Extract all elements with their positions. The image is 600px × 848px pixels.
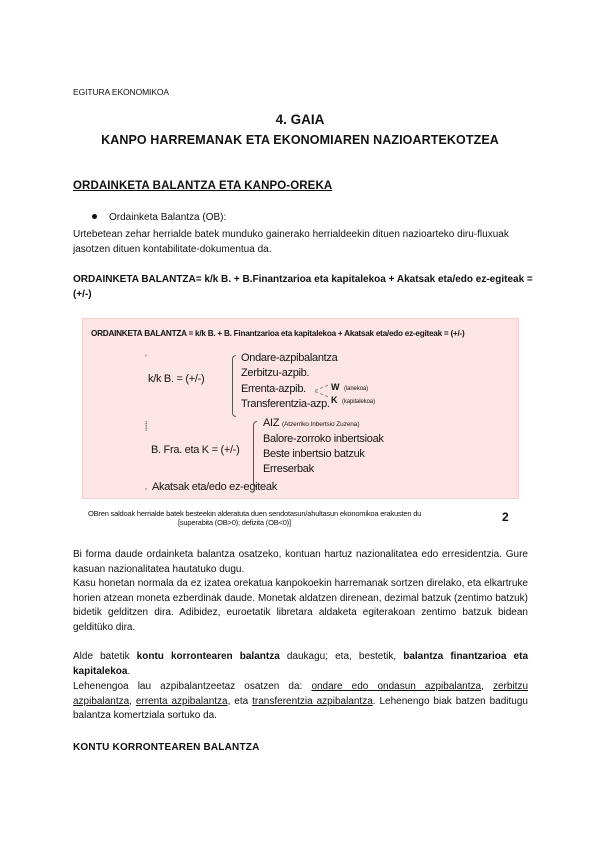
outer-brace-top-icon: ʻ: [145, 353, 147, 363]
outer-brace-mid-icon: ⸽: [145, 421, 148, 431]
errors-label: Akatsak eta/edo ez-egiteak: [152, 481, 277, 493]
errenta-split-k: K (kapitalekoa): [331, 395, 376, 405]
bfra-brace-icon: [253, 421, 257, 487]
diagram-caption-line2: [superabita (OB>0); defizita (OB<0)]: [178, 518, 291, 527]
paragraph-forms: Bi forma daude ordainketa balantza osatzeko, kontuan hartuz nazionalitatea edo erresidentzia. Gure kasuan nazionalitatea hautatuko dugu.: [73, 549, 528, 575]
connector-line: [315, 385, 328, 391]
bullet-text: Ordainketa Balantza (OB):: [109, 212, 227, 223]
kk-item: Errenta-azpib.: [241, 383, 306, 395]
chapter-title: KANPO HARREMANAK ETA EKONOMIAREN NAZIOARTEKOTZEA: [101, 133, 499, 147]
document-header: EGITURA EKONOMIKOA: [73, 87, 169, 97]
kk-item: Zerbitzu-azpib.: [241, 367, 310, 379]
paragraph-components: Alde batetik kontu korrontearen balantza daukagu; eta, bestetik, balantza finantzarioa eta kapitalekoa.: [73, 651, 529, 677]
bfra-balance-label: B. Fra. eta K = (+/-): [151, 444, 240, 456]
connector-line: [315, 391, 328, 397]
balance-formula: ORDAINKETA BALANTZA= k/k B. + B.Finantzarioa eta kapitalekoa + Akatsak eta/edo ez-egiteak = (+/-): [73, 274, 533, 300]
bullet-icon: [92, 214, 97, 219]
chapter-number: 4. GAIA: [275, 112, 325, 127]
slide-page-number: 2: [502, 510, 509, 524]
diagram-title: ORDAINKETA BALANTZA = k/k B. + B. Finantzarioa eta kapitalekoa + Akatsak eta/edo ez-egiteak = (+/-): [91, 329, 465, 338]
subheading-current-account: KONTU KORRONTEAREN BALANTZA: [73, 742, 260, 753]
kk-brace-icon: [232, 355, 236, 417]
definition-paragraph: Urtebetean zehar herrialde batek munduko gainerako herrialdeekin dituen nazioarteko diru-fluxuak jasotzen dituen kontabilitate-dokumentua da.: [73, 229, 509, 255]
errenta-split-w: W (lanekoa): [331, 382, 369, 392]
diagram-caption: OBren saldoak herrialde batek besteekin alderatuta duen sendotasun/ahultasun ekonomikoa erakusten du: [88, 509, 422, 518]
bfra-item: Erreserbak: [263, 463, 314, 475]
bfra-item: Beste inbertsio batzuk: [263, 448, 365, 460]
kk-item: Transferentzia-azp.: [241, 398, 330, 410]
balance-diagram: [82, 318, 519, 499]
section-title: ORDAINKETA BALANTZA ETA KANPO-OREKA: [73, 180, 333, 192]
kk-item: Ondare-azpibalantza: [241, 352, 338, 364]
kk-balance-label: k/k B. = (+/-): [148, 373, 205, 385]
bullet-item: [92, 212, 226, 223]
bfra-item: Balore-zorroko inbertsioak: [263, 433, 384, 445]
outer-brace-bottom-icon: ‚: [145, 481, 147, 491]
bfra-item: AIZ (Atzerriko Inbertsio Zuzena): [263, 417, 360, 429]
paragraph-subbalances: Lehenengoa lau azpibalantzeetaz osatzen da: ondare edo ondasun azpibalantza, zerbitzu azpibalantza, errenta azpibalantza, eta transferentzia azpibalantza. Lehenengo biak batzen baditugu balantza komertziala sortuko da.: [73, 681, 528, 722]
paragraph-explanation: Kasu honetan normala da ez izatea orekatua kanpokoekin harremanak sortzen direlako, eta elkartruke horien atzean moneta ezberdinak daude. Monetak aldatzen direnean, dezimal batzuk (zentimo batzuk) bidetik gelditzen dira. Adibidez, euroetatik libretara aldaketa egiterakoan zentimo batzuk bidean gelditüko dira.: [73, 578, 528, 633]
